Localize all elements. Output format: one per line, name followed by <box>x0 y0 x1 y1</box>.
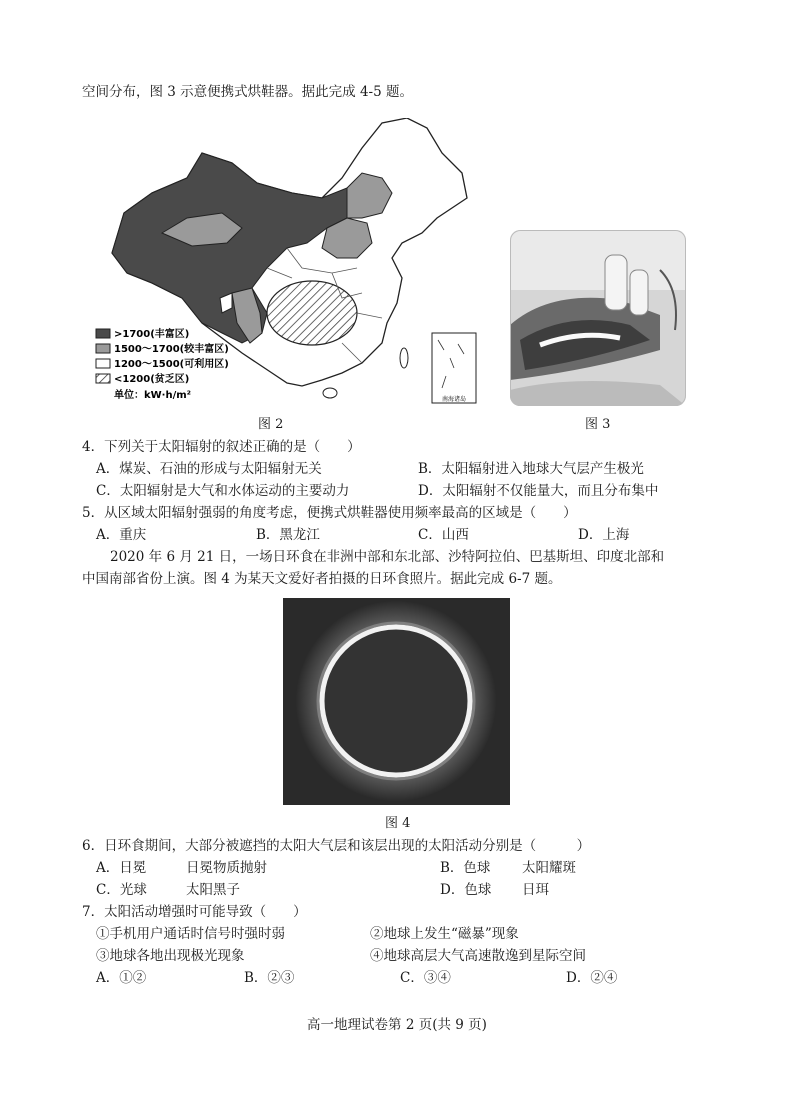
figure-4-caption: 图 4 <box>385 816 411 831</box>
shoe-dryer-photo <box>510 230 686 406</box>
q5-option-a: A．重庆 <box>96 527 147 543</box>
q7-stem: 7．太阳活动增强时可能导致（ ） <box>82 904 307 920</box>
q6-option-d-activity: 日珥 <box>522 882 549 898</box>
q5-option-b: B．黑龙江 <box>256 527 320 543</box>
q7-option-b: B．②③ <box>244 970 295 986</box>
q7-option-a: A．①② <box>96 970 147 986</box>
q5-option-c: C．山西 <box>418 527 469 543</box>
q5-option-d: D．上海 <box>578 527 630 543</box>
legend-unit: 单位：kW·h/m² <box>114 390 192 401</box>
legend-usable: 1200～1500(可利用区) <box>114 359 229 370</box>
q5-stem: 5．从区域太阳辐射强弱的角度考虑，便携式烘鞋器使用频率最高的区域是（ ） <box>82 505 577 521</box>
annular-eclipse-photo <box>283 598 510 805</box>
solar-radiation-map <box>92 118 480 408</box>
intro-text: 空间分布，图 3 示意便携式烘鞋器。据此完成 4-5 题。 <box>82 84 413 100</box>
q7-option-d: D．②④ <box>566 970 618 986</box>
passage-line-2: 中国南部省份上演。图 4 为某天文爱好者拍摄的日环食照片。据此完成 6-7 题。 <box>82 571 562 587</box>
q6-stem: 6．日环食期间，大部分被遮挡的太阳大气层和该层出现的太阳活动分别是（ ） <box>82 838 591 854</box>
page-footer: 高一地理试卷第 2 页(共 9 页) <box>307 1017 487 1033</box>
legend-relatively-rich: 1500～1700(较丰富区) <box>114 344 229 355</box>
passage-line-1: 2020 年 6 月 21 日，一场日环食在非洲中部和东北部、沙特阿拉伯、巴基斯坦、印度北部和 <box>110 549 665 565</box>
inset-label: 南海诸岛 <box>441 396 467 403</box>
q6-option-c-activity: 太阳黑子 <box>186 882 240 898</box>
q4-option-c: C．太阳辐射是大气和水体运动的主要动力 <box>96 483 350 499</box>
q7-statement-2: ②地球上发生“磁暴”现象 <box>370 926 519 942</box>
figure-2-caption: 图 2 <box>258 417 284 432</box>
legend-rich: >1700(丰富区) <box>114 329 190 340</box>
q4-stem: 4．下列关于太阳辐射的叙述正确的是（ ） <box>82 439 361 455</box>
q6-option-b-layer: B．色球 <box>440 860 491 876</box>
q6-option-c-layer: C．光球 <box>96 882 147 898</box>
q6-option-a-layer: A．日冕 <box>96 860 147 876</box>
q7-option-c: C．③④ <box>400 970 451 986</box>
q6-option-b-activity: 太阳耀斑 <box>522 860 576 876</box>
q6-option-a-activity: 日冕物质抛射 <box>186 860 267 876</box>
figure-3-caption: 图 3 <box>585 417 611 432</box>
legend-poor: <1200(贫乏区) <box>114 374 190 385</box>
region-poor <box>267 281 357 345</box>
q4-option-a: A．煤炭、石油的形成与太阳辐射无关 <box>96 461 322 477</box>
q4-option-d: D．太阳辐射不仅能量大，而且分布集中 <box>418 483 659 499</box>
q4-option-b: B．太阳辐射进入地球大气层产生极光 <box>418 461 644 477</box>
q7-statement-4: ④地球高层大气高速散逸到星际空间 <box>370 948 586 964</box>
q7-statement-3: ③地球各地出现极光现象 <box>96 948 245 964</box>
q6-option-d-layer: D．色球 <box>440 882 492 898</box>
q7-statement-1: ①手机用户通话时信号时强时弱 <box>96 926 285 942</box>
